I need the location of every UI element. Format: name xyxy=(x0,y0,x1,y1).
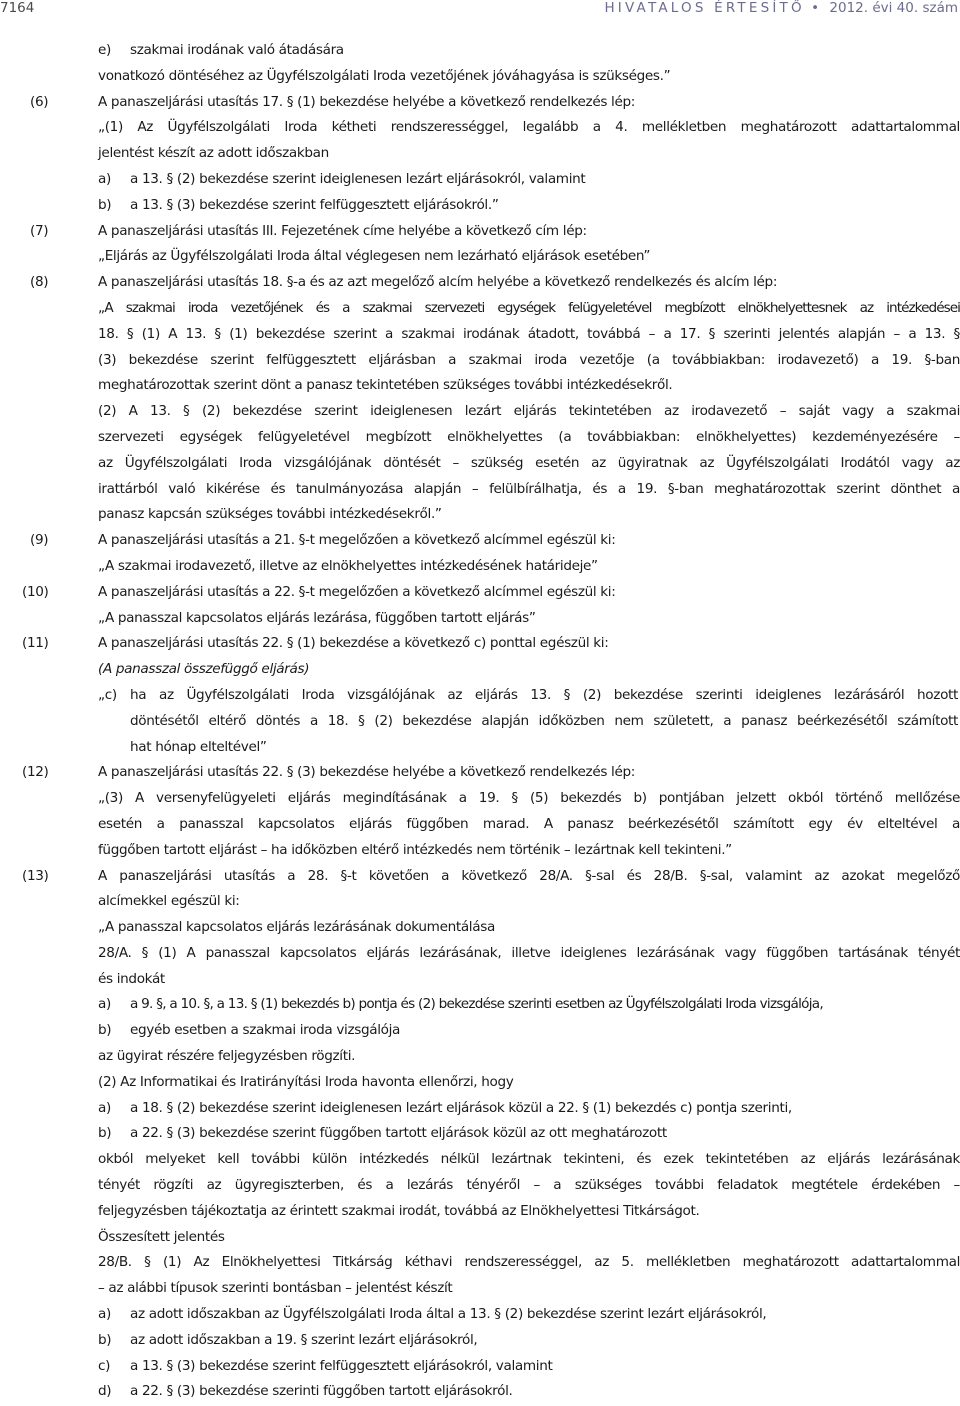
text-line xyxy=(0,64,960,90)
line-text: A panaszeljárási utasítás 18. §-a és az azt megelőző alcím helyébe a következő rendelkezés és alcím lép: xyxy=(98,274,778,291)
line-text: „Eljárás az Ügyfélszolgálati Iroda által véglegesen nem lezárható eljárások esetében” xyxy=(98,248,651,265)
text-line xyxy=(0,1276,960,1302)
journal-issue: 2012. évi 40. szám xyxy=(829,0,958,16)
item-text: szakmai irodának való átadására xyxy=(130,42,344,58)
line-text: alcímekkel egészül ki: xyxy=(98,893,240,910)
journal-title: HIVATALOS ÉRTESÍTŐ xyxy=(604,0,805,16)
item-text: ha az Ügyfélszolgálati Iroda vizsgálójának az eljárás 13. § (2) bekezdése szerinti ideiglenes lezárásáról hozott xyxy=(130,686,958,703)
numbered-paragraph xyxy=(0,90,960,116)
list-item xyxy=(0,1302,960,1328)
paragraph-number: (6) xyxy=(30,93,49,110)
line-text: – az alábbi típusok szerinti bontásban – jelentést készít xyxy=(98,1280,453,1297)
text-line xyxy=(0,709,960,735)
item-text: a 18. § (2) bekezdése szerint ideiglenesen lezárt eljárások közül a 22. § (1) bekezdés c) pontja szerinti, xyxy=(130,1099,792,1116)
text-line xyxy=(0,451,960,477)
list-item xyxy=(0,1354,960,1380)
line-text: döntésétől eltérő döntés a 18. § (2) bekezdése alapján időközben nem született, a panasz beérkezésétől számított xyxy=(130,712,958,729)
item-text: a 13. § (3) bekezdése szerint felfüggesztett eljárásokról.” xyxy=(130,196,499,213)
item-text: a 22. § (3) bekezdése szerint függőben tartott eljárások közül az ott meghatározott xyxy=(130,1125,667,1142)
text-line xyxy=(0,373,960,399)
list-item xyxy=(0,167,960,193)
paragraph-number: (8) xyxy=(30,274,49,291)
line-text: A panaszeljárási utasítás a 21. §-t megelőzően a következő alcímmel egészül ki: xyxy=(98,532,616,549)
line-text: A panaszeljárási utasítás 22. § (1) bekezdése a következő c) ponttal egészül ki: xyxy=(98,635,609,652)
item-text: az adott időszakban a 19. § szerint lezárt eljárásokról, xyxy=(130,1331,478,1348)
text-line xyxy=(0,348,960,374)
line-text: 28/B. § (1) Az Elnökhelyettesi Titkárság kéthavi rendszerességgel, az 5. mellékletben meghatározott adattartalommal xyxy=(98,1254,960,1271)
paragraph-number: (10) xyxy=(22,583,49,600)
text-line xyxy=(0,1147,960,1173)
item-text: az adott időszakban az Ügyfélszolgálati Iroda által a 13. § (2) bekezdése szerint lezárt eljárásokról, xyxy=(130,1306,767,1323)
list-item xyxy=(0,193,960,219)
journal-header xyxy=(604,0,958,16)
numbered-paragraph xyxy=(0,528,960,554)
text-line xyxy=(0,502,960,528)
item-text: a 13. § (3) bekezdése szerint felfüggesztett eljárásokról, valamint xyxy=(130,1357,553,1374)
line-text: az Ügyfélszolgálati Iroda vizsgálójának döntését – szükség esetén az ügyiratnak az Ügyfélszolgálati Irodától vagy az xyxy=(98,454,960,471)
paragraph-number: (13) xyxy=(22,867,49,884)
line-text: „A panasszal kapcsolatos eljárás lezárásának dokumentálása xyxy=(98,919,495,936)
line-text: „(1) Az Ügyfélszolgálati Iroda kétheti rendszerességgel, legalább a 4. mellékletben meghatározott adattartalommal xyxy=(98,119,960,136)
list-item xyxy=(0,1328,960,1354)
item-label: a) xyxy=(98,996,111,1013)
text-line xyxy=(0,606,960,632)
text-line xyxy=(0,244,960,270)
text-line xyxy=(0,786,960,812)
line-text: panasz kapcsán szükséges további intézkedésekről.” xyxy=(98,506,442,523)
list-item xyxy=(0,1096,960,1122)
line-text: okból melyeket kell további külön intézkedés nélkül lezártnak tekinteni, és ezek tekintetében az eljárás lezárásának xyxy=(98,1151,960,1168)
line-text: irattárból való kikérése és tanulmányozása alapján – felülbírálhatja, és a 19. §-ban meghatározottak szerint dönthet a xyxy=(98,480,960,497)
text-line xyxy=(0,657,960,683)
list-item xyxy=(0,683,960,709)
line-text: (A panasszal összefüggő eljárás) xyxy=(98,661,310,678)
list-item xyxy=(0,1018,960,1044)
text-line xyxy=(0,1250,960,1276)
item-label: d) xyxy=(98,1383,112,1400)
item-label: a) xyxy=(98,1099,111,1116)
text-line xyxy=(0,554,960,580)
text-line xyxy=(0,1199,960,1225)
line-text: 28/A. § (1) A panasszal kapcsolatos eljárás lezárásának, illetve ideiglenes lezárásának vagy függőben tartásának tényét xyxy=(98,944,960,961)
line-text: hat hónap elteltével” xyxy=(130,738,267,755)
item-text: egyéb esetben a szakmai iroda vizsgálója xyxy=(130,1022,401,1039)
text-line xyxy=(0,322,960,348)
line-text: függőben tartott eljárást – ha időközben eltérő intézkedés nem történik – lezártnak kell tekinteni.” xyxy=(98,841,732,858)
item-text: a 22. § (3) bekezdése szerinti függőben tartott eljárásokról. xyxy=(130,1383,513,1400)
line-text: A panaszeljárási utasítás a 28. §-t követően a következő 28/A. §-sal és 28/B. §-sal, valamint az azokat megelőző xyxy=(98,867,960,884)
line-text: feljegyzésben tájékoztatja az érintett szakmai irodát, továbbá az Elnökhelyettesi Titkárságot. xyxy=(98,1202,700,1219)
item-label: e) xyxy=(98,42,111,58)
item-label: b) xyxy=(98,1331,112,1348)
text-line xyxy=(0,425,960,451)
line-text: A panaszeljárási utasítás 22. § (3) bekezdése helyébe a következő rendelkezés lép: xyxy=(98,764,635,781)
subheading xyxy=(0,1225,960,1251)
line-text: A panaszeljárási utasítás III. Fejezetének címe helyébe a következő cím lép: xyxy=(98,222,587,239)
text-line xyxy=(0,915,960,941)
paragraph-number: (7) xyxy=(30,222,49,239)
text-line xyxy=(0,141,960,167)
line-text: jelentést készít az adott időszakban xyxy=(98,145,329,162)
item-label: a) xyxy=(98,170,111,187)
line-text: (2) A 13. § (2) bekezdése szerint ideiglenesen lezárt eljárás tekintetében az irodavezető – saját vagy a szakmai xyxy=(98,403,960,420)
text-line xyxy=(0,838,960,864)
text-line xyxy=(0,115,960,141)
numbered-paragraph xyxy=(0,219,960,245)
item-label: b) xyxy=(98,196,112,213)
separator-dot: • xyxy=(811,0,820,16)
line-text: Összesített jelentés xyxy=(98,1228,225,1245)
line-text: A panaszeljárási utasítás 17. § (1) bekezdése helyébe a következő rendelkezés lép: xyxy=(98,93,635,110)
text-line xyxy=(0,967,960,993)
item-label: b) xyxy=(98,1022,112,1039)
text-line xyxy=(0,941,960,967)
item-label: c) xyxy=(98,1357,111,1374)
text-line xyxy=(0,399,960,425)
text-line xyxy=(0,1044,960,1070)
paragraph-number: (12) xyxy=(22,764,49,781)
text-line xyxy=(0,735,960,761)
text-line xyxy=(0,296,960,322)
numbered-paragraph xyxy=(0,760,960,786)
line-text: (2) Az Informatikai és Iratirányítási Iroda havonta ellenőrzi, hogy xyxy=(98,1073,514,1090)
line-text: esetén a panasszal kapcsolatos eljárás függőben marad. A panasz beérkezésétől számított egy év elteltével a xyxy=(98,815,960,832)
line-text: „A szakmai iroda vezetőjének és a szakmai szervezeti egységek felügyeletével megbízott elnökhelyettesnek az intézkedései xyxy=(98,299,960,316)
line-text: szervezeti egységek felügyeletével megbízott elnökhelyettes (a továbbiakban: elnökhelyettes) kezdeményezésére – xyxy=(98,428,960,445)
item-label: „c) xyxy=(98,686,117,703)
list-item xyxy=(0,1379,960,1405)
numbered-paragraph xyxy=(0,631,960,657)
item-label: b) xyxy=(98,1125,112,1142)
list-item xyxy=(0,992,960,1018)
line-text: tényét rögzíti az ügyregiszterben, és a lezárás tényéről – a szükséges további feladatok megtétele érdekében – xyxy=(98,1177,960,1194)
text-line xyxy=(0,1070,960,1096)
paragraph-number: (11) xyxy=(22,635,49,652)
line-text: az ügyirat részére feljegyzésben rögzíti. xyxy=(98,1048,356,1065)
numbered-paragraph xyxy=(0,270,960,296)
text-line xyxy=(0,812,960,838)
line-text: meghatározottak szerint dönt a panasz tekintetében szükséges további intézkedésekről. xyxy=(98,377,673,394)
item-label: a) xyxy=(98,1306,111,1323)
line-text: „A szakmai irodavezető, illetve az elnökhelyettes intézkedésének határideje” xyxy=(98,557,598,574)
line-text: és indokát xyxy=(98,970,165,987)
line-text: vonatkozó döntéséhez az Ügyfélszolgálati Iroda vezetőjének jóváhagyása is szükséges.” xyxy=(98,67,671,84)
text-line xyxy=(0,889,960,915)
item-text: a 9. §, a 10. §, a 13. § (1) bekezdés b) pontja és (2) bekezdése szerinti esetben az Ügyfélszolgálati Iroda vizsgálója, xyxy=(130,996,823,1013)
line-text: „(3) A versenyfelügyeleti eljárás megindításának a 19. § (5) bekezdés b) pontjában jelzett okból történő mellőzése xyxy=(98,790,960,807)
line-text: „A panasszal kapcsolatos eljárás lezárása, függőben tartott eljárás” xyxy=(98,609,536,626)
line-text: (3) bekezdése szerint felfüggesztett eljárásban a szakmai iroda vezetője (a továbbiakban: irodavezető) a 19. §-ban xyxy=(98,351,960,368)
page-header xyxy=(0,0,960,16)
list-item xyxy=(0,38,960,64)
line-text: 18. § (1) A 13. § (1) bekezdése szerint a szakmai irodának átadott, továbbá – a 17. § szerinti jelentés alapján – a 13. § xyxy=(98,325,960,342)
item-text: a 13. § (2) bekezdése szerint ideiglenesen lezárt eljárásokról, valamint xyxy=(130,170,586,187)
text-line xyxy=(0,1173,960,1199)
list-item xyxy=(0,1121,960,1147)
paragraph-number: (9) xyxy=(30,532,49,549)
numbered-paragraph xyxy=(0,580,960,606)
line-text: A panaszeljárási utasítás a 22. §-t megelőzően a következő alcímmel egészül ki: xyxy=(98,583,616,600)
numbered-paragraph xyxy=(0,864,960,890)
text-line xyxy=(0,477,960,503)
document-body xyxy=(0,38,960,1405)
page-number: 7164 xyxy=(0,0,35,16)
